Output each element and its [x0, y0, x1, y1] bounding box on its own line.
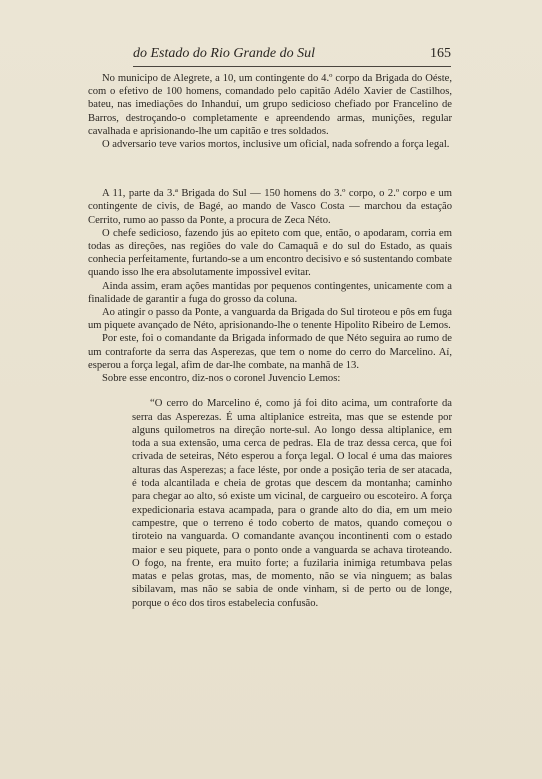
- paragraph: Sobre esse encontro, diz-nos o coronel Juvencio Lemos:: [102, 373, 341, 385]
- paragraph: A 11, parte da 3.ª Brigada do Sul — 150 homens do 3.º corpo, o 2.º corpo e um contingente de civis, de Bagé, ao mando de Vasco Costa — marchou da estação Cerrito, rumo ao passo da Ponte, a procura de Zeca Néto.: [88, 188, 452, 226]
- paragraph: Ao atingir o passo da Ponte, a vanguarda da Brigada do Sul tiroteou e pôs em fuga um piquete avançado de Néto, aprisionando-lhe o tenente Hipolito Ribeiro de Lemos.: [88, 307, 452, 332]
- running-header: [133, 46, 451, 68]
- paragraph: No municipo de Alegrete, a 10, um contingente do 4.º corpo da Brigada do Oéste, com o efetivo de 100 homens, comandado pelo capitão Adélo Xavier de Castilhos, bateu, nas imediações do Inhanduí, um grupo sedicioso chefiado por Francelino de Barros, destroçando-o completamente e apreendendo armas, munições, regular cavalhada e aprisionando-lhe um capitão e tres soldados.: [88, 73, 452, 137]
- page-number: 165: [430, 46, 451, 61]
- quote-paragraph: “O cerro do Marcelino é, como já foi dito acima, um contraforte da serra das Asperezas. É uma altiplanice estreita, mas que se estende por alguns quilometros na direção norte-sul. Ao longo dessa altiplanice, em toda a sua extensão, uma cerca de pedras. Ela de traz dessa cerca, que foi crivada de seteiras, Néto esperou a força legal. O local é uma das maiores alturas das Asperezas; a face léste, por onde a posição teria de ser atacada, é toda alcantilada e cheia de grotas que descem da montanha; caminho para chegar ao alto, só existe um vicinal, de cargueiro ou escoteiro. A força expedicionaria estava acampada, para o grande alto do dia, em um meio campestre, que o terreno é todo coberto de matos, quando começou o tiroteio na vanguarda. O comandante avançou incontinenti com o estado maior e seu piquete, para o ponto onde a vanguarda se achava tiroteando. O fogo, na frente, era muito forte; a fuzilaria inimiga retumbava pelas matas e pelas grotas, mas, de momento, não se via ninguem; as balas sibilavam, mas não se sabia de onde vinham, si de perto ou de longe, porque o éco dos tiros estabelecia confusão.: [132, 398, 452, 609]
- header-rule: [133, 66, 451, 67]
- block-quote: [132, 397, 452, 610]
- paragraph: Por este, foi o comandante da Brigada informado de que Néto seguira ao rumo de um contraforte da serra das Asperezas, que tem o nome do cerro do Marcelino. Aí, esperou a força legal, afim de dar-lhe combate, na manhã de 13.: [88, 333, 452, 371]
- body-text: [88, 72, 452, 610]
- section-gap: [88, 151, 452, 187]
- paragraph: O chefe sedicioso, fazendo jús ao epiteto com que, então, o apodaram, corria em todas as direções, nas regiões do vale do Camaquã e do sul do Estado, as quais conhecia perfeitamente, furtando-se a um encontro decisivo e só sustentando combate quando isso lhe era absolutamente impossivel evitar.: [88, 227, 452, 279]
- running-title: do Estado do Rio Grande do Sul: [133, 46, 315, 61]
- paragraph: O adversario teve varios mortos, inclusive um oficial, nada sofrendo a força legal.: [102, 139, 450, 151]
- paragraph: Ainda assim, eram ações mantidas por pequenos contingentes, unicamente com a finalidade de garantir a fuga do grosso da coluna.: [88, 280, 452, 305]
